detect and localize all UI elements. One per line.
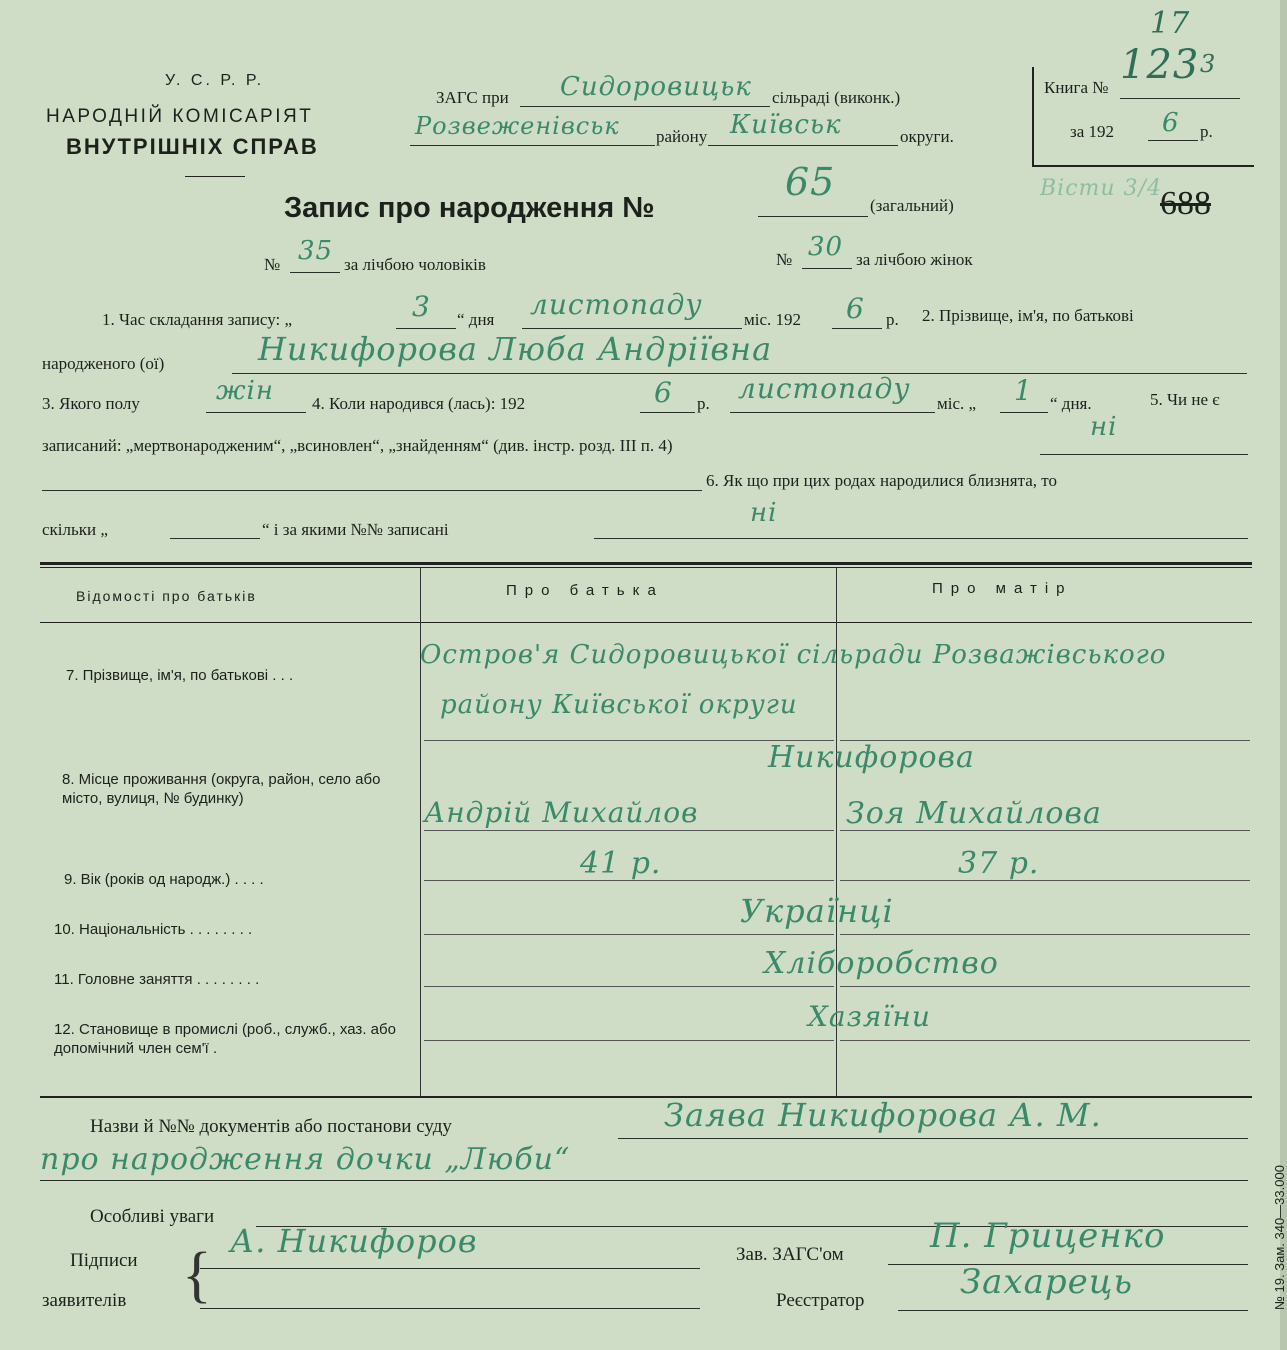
- table-col3-header: Про матір: [932, 580, 1073, 597]
- f1-year-line: [832, 328, 882, 329]
- f6-numbers-line: [594, 538, 1248, 539]
- title-margin-note: Вісти 3/4: [1040, 176, 1162, 201]
- men-number-hw: 35: [298, 236, 334, 266]
- f6-line2-b: “ і за якими №№ записані: [262, 520, 449, 539]
- women-number-hw: 30: [808, 232, 844, 262]
- side-print: № 19. Зам. 340—33.000: [1272, 1165, 1287, 1310]
- f4-day-hw: 1: [1014, 374, 1033, 407]
- raion-line: [410, 145, 655, 146]
- f1-month-line: [522, 328, 742, 329]
- reg-label: Реєстратор: [776, 1290, 865, 1311]
- book-number-hw: 123: [1120, 42, 1200, 88]
- mother-age-hw: 37 р.: [958, 846, 1040, 881]
- women-number-line: [802, 268, 852, 269]
- book-year-line: [1148, 140, 1198, 141]
- f1-label: 1. Час складання запису: „: [102, 310, 293, 329]
- f5-value-hw: ні: [1090, 412, 1118, 442]
- ussr-header: У. С. Р. Р.: [165, 72, 265, 89]
- mother-surname-hw: Никифорова: [768, 740, 975, 775]
- row-10-label: 10. Національність . . . . . . . .: [54, 921, 253, 938]
- table-col2-header: Про батька: [506, 582, 664, 599]
- f2-line2-label: народженого (ої): [42, 354, 165, 373]
- row-8-label: 8. Місце проживання (округа, район, село або місто, вулиця, № будинку): [62, 771, 381, 807]
- okruha-hw: Київськ: [730, 110, 842, 140]
- title-number-line: [758, 216, 868, 217]
- docs-hw-2: про народження дочки „Люби“: [40, 1142, 571, 1177]
- head-label: Зав. ЗАГС'ом: [736, 1244, 844, 1265]
- f6-count-line: [170, 538, 260, 539]
- row-line-father-5: [424, 986, 834, 987]
- title-general: (загальний): [870, 196, 954, 215]
- f1-end: р.: [886, 310, 899, 329]
- title-number-hw: 65: [785, 160, 836, 204]
- father-name-hw: Андрій Михайлов: [424, 796, 699, 829]
- f4-year-line: [640, 412, 695, 413]
- sign-label-2: заявителів: [42, 1290, 127, 1311]
- f6-line2-a: скільки „: [42, 520, 108, 539]
- reg-signature: Захарець: [960, 1262, 1134, 1302]
- f1-mid: “ дня: [457, 310, 495, 329]
- book-number-line: [1120, 98, 1240, 99]
- table-top-rule-thin: [40, 567, 1252, 568]
- book-year-prefix: за 192: [1070, 122, 1115, 141]
- f4-label: 4. Коли народився (лась): 192: [312, 394, 526, 413]
- f2-name-hw: Никифорова Люба Андріївна: [258, 330, 773, 368]
- nationality-hw: Українці: [740, 892, 894, 930]
- women-prefix: №: [776, 250, 793, 269]
- book-label: Книга №: [1044, 78, 1109, 97]
- f4-year-hw: 6: [654, 376, 673, 409]
- f5-label: 5. Чи не є: [1150, 390, 1220, 409]
- okruha-label: округи.: [900, 127, 954, 146]
- row-line-father-4: [424, 934, 834, 935]
- men-label: за лічбою чоловіків: [344, 255, 486, 274]
- row-line-mother-3: [840, 880, 1250, 881]
- special-label: Особливі уваги: [90, 1206, 215, 1227]
- zags-suffix: сільраді (виконк.): [772, 88, 901, 107]
- mother-name-hw: Зоя Михайлова: [846, 796, 1102, 831]
- f5-line2: записаний: „мертвонародженим“, „всиновлен“, „знайденням“ (див. інстр. розд. III п. 4): [42, 436, 673, 455]
- row-12-label: 12. Становище в промислі (роб., служб., хаз. або допомічний член сем'ї .: [54, 1021, 396, 1057]
- table-header-rule: [40, 622, 1252, 623]
- men-prefix: №: [264, 255, 281, 274]
- f4-month-line: [730, 412, 935, 413]
- dept-header: ВНУТРІШНІХ СПРАВ: [66, 134, 319, 159]
- zags-village-hw: Сидоровицьк: [560, 72, 752, 102]
- commissariat-header: НАРОДНІЙ КОМІСАРІЯТ: [46, 106, 314, 127]
- row-7-label: 7. Прізвище, ім'я, по батькові . . .: [66, 667, 294, 684]
- row-9-label: 9. Вік (років од народж.) . . . .: [64, 871, 264, 888]
- f1-year-label: міс. 192: [744, 310, 802, 329]
- men-number-line: [290, 272, 340, 273]
- row-line-mother-4: [840, 934, 1250, 935]
- header-divider: [185, 176, 245, 177]
- addr-line1-hw: Остров'я Сидоровицької сільради Розважівського: [420, 640, 1167, 670]
- reg-line: [898, 1310, 1248, 1311]
- f4-mis: міс. „: [937, 394, 977, 413]
- docs-hw: Заява Никифорова А. М.: [664, 1096, 1102, 1134]
- f1-day-hw: 3: [412, 290, 431, 323]
- zags-village-line: [520, 106, 770, 107]
- addr-line2-hw: району Київської округи: [440, 690, 798, 720]
- women-label: за лічбою жінок: [856, 250, 973, 269]
- f6-label: 6. Як що при цих родах народилися близнята, то: [706, 471, 1057, 490]
- applicant-signature: А. Никифоров: [230, 1222, 478, 1260]
- f3-sex-hw: жін: [216, 376, 274, 406]
- zags-prefix: ЗАГС при: [436, 88, 509, 107]
- status-hw: Хазяїни: [808, 1000, 931, 1033]
- f3-label: 3. Якого полу: [42, 394, 140, 413]
- docs-label: Назви й №№ документів або постанови суду: [90, 1116, 452, 1137]
- book-number-suffix-hw: 3: [1200, 50, 1217, 78]
- book-top-number-hw: 17: [1150, 6, 1191, 41]
- table-col1-header: Відомості про батьків: [76, 588, 257, 604]
- row-line-mother-6: [840, 1040, 1250, 1041]
- title-struck-number: 688: [1160, 185, 1211, 222]
- book-year-suffix: р.: [1200, 122, 1213, 141]
- docs-line-2: [40, 1180, 1248, 1181]
- f2-label: 2. Прізвище, ім'я, по батькові: [922, 306, 1134, 325]
- sign-label-1: Підписи: [70, 1250, 138, 1271]
- docs-line: [618, 1138, 1248, 1139]
- father-age-hw: 41 р.: [580, 846, 662, 881]
- page-title: Запис про народження №: [284, 192, 655, 224]
- raion-label: району: [656, 127, 708, 146]
- head-signature: П. Гриценко: [930, 1216, 1166, 1256]
- f6-value-hw: ні: [750, 498, 778, 528]
- row-11-label: 11. Головне заняття . . . . . . . .: [54, 971, 260, 988]
- sign-brace: {: [182, 1241, 212, 1309]
- f4-month-hw: листопаду: [738, 372, 911, 405]
- f3-sex-line: [206, 412, 306, 413]
- raion-hw: Розвеженівськ: [415, 112, 620, 140]
- f1-day-line: [396, 328, 456, 329]
- row-line-father-2: [424, 830, 834, 831]
- f1-month-hw: листопаду: [530, 288, 703, 321]
- occupation-hw: Хліборобство: [764, 946, 999, 981]
- sign-line-2: [200, 1308, 700, 1309]
- row-line-father-6: [424, 1040, 834, 1041]
- table-top-rule: [40, 562, 1252, 565]
- f4-day-end: “ дня.: [1050, 394, 1092, 413]
- f5-continue-line: [42, 490, 702, 491]
- okruha-line: [708, 145, 898, 146]
- row-line-mother-5: [840, 986, 1250, 987]
- f5-value-line: [1040, 454, 1248, 455]
- book-year-hw: 6: [1162, 108, 1180, 138]
- sign-line-1: [200, 1268, 700, 1269]
- f4-day-line: [1000, 412, 1048, 413]
- f1-year-hw: 6: [846, 292, 865, 325]
- f4-r: р.: [697, 394, 710, 413]
